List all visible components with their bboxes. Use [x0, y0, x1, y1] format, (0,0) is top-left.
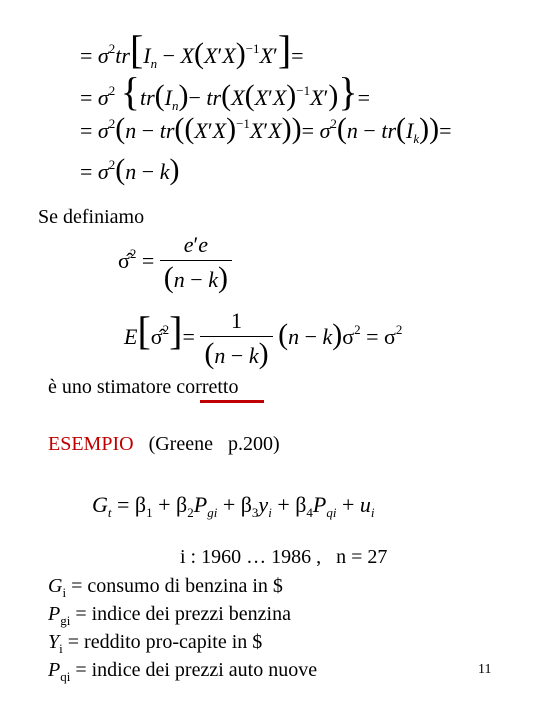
model-equation: $G_t = \beta_1 + \beta_2P_{gi} + \beta_3y_i + \beta_4P_{qi} + u_i$ [92, 492, 375, 520]
variable-line-y: $Y_i$ = reddito pro-capite in $ [48, 631, 263, 656]
conclusion-underline [200, 400, 264, 403]
estimator-numerator: e′e [183, 232, 209, 257]
derivation-line-3: = $\sigma^2(n - tr((X'X)^{-1}X'X))= \sigma^2(n - tr(I_k))=$ [80, 112, 452, 146]
example-reference: (Greene p.200) [148, 433, 280, 455]
variable-line-pg: $P_{gi}$ = indice dei prezzi benzina [48, 603, 291, 628]
conclusion-text: è uno stimatore corretto [48, 376, 239, 398]
example-label: ESEMPIO [48, 433, 134, 455]
estimator-denominator: (n − k) [160, 260, 232, 293]
variable-definitions [48, 572, 317, 684]
expectation-equation: E[σ̂$^2$]= $\frac{1}{(n - k)}$ $(n - k)\sigma^2 = \sigma^2$ [124, 307, 403, 370]
example-heading [48, 433, 280, 456]
variable-line-pq: $P_{qi}$ = indice dei prezzi auto nuove [48, 659, 318, 684]
page-number: 11 [478, 662, 492, 677]
estimator-definition: σ̂$^2$ = $\frac{e'e}{(n - k)}$ [118, 232, 232, 293]
derivation-line-1: = $\sigma^2tr[I_n - X(X'X)^{-1}X']=$ [80, 27, 304, 72]
variable-line-g: $G_i$ = consumo di benzina in $ [48, 575, 283, 600]
expectation-denominator: (n − k) [200, 336, 272, 369]
derivation-line-4: = $\sigma^2(n - k)$ [80, 153, 180, 186]
expectation-numerator: 1 [230, 308, 242, 333]
derivation-line-2: = $\sigma^2$ $\{tr(I_n)- tr(X(X'X)^{-1}X')\}=$ [80, 69, 371, 114]
range-line: i : 1960 … 1986 , n = 27 [180, 546, 388, 568]
definition-label: Se definiamo [38, 206, 145, 228]
